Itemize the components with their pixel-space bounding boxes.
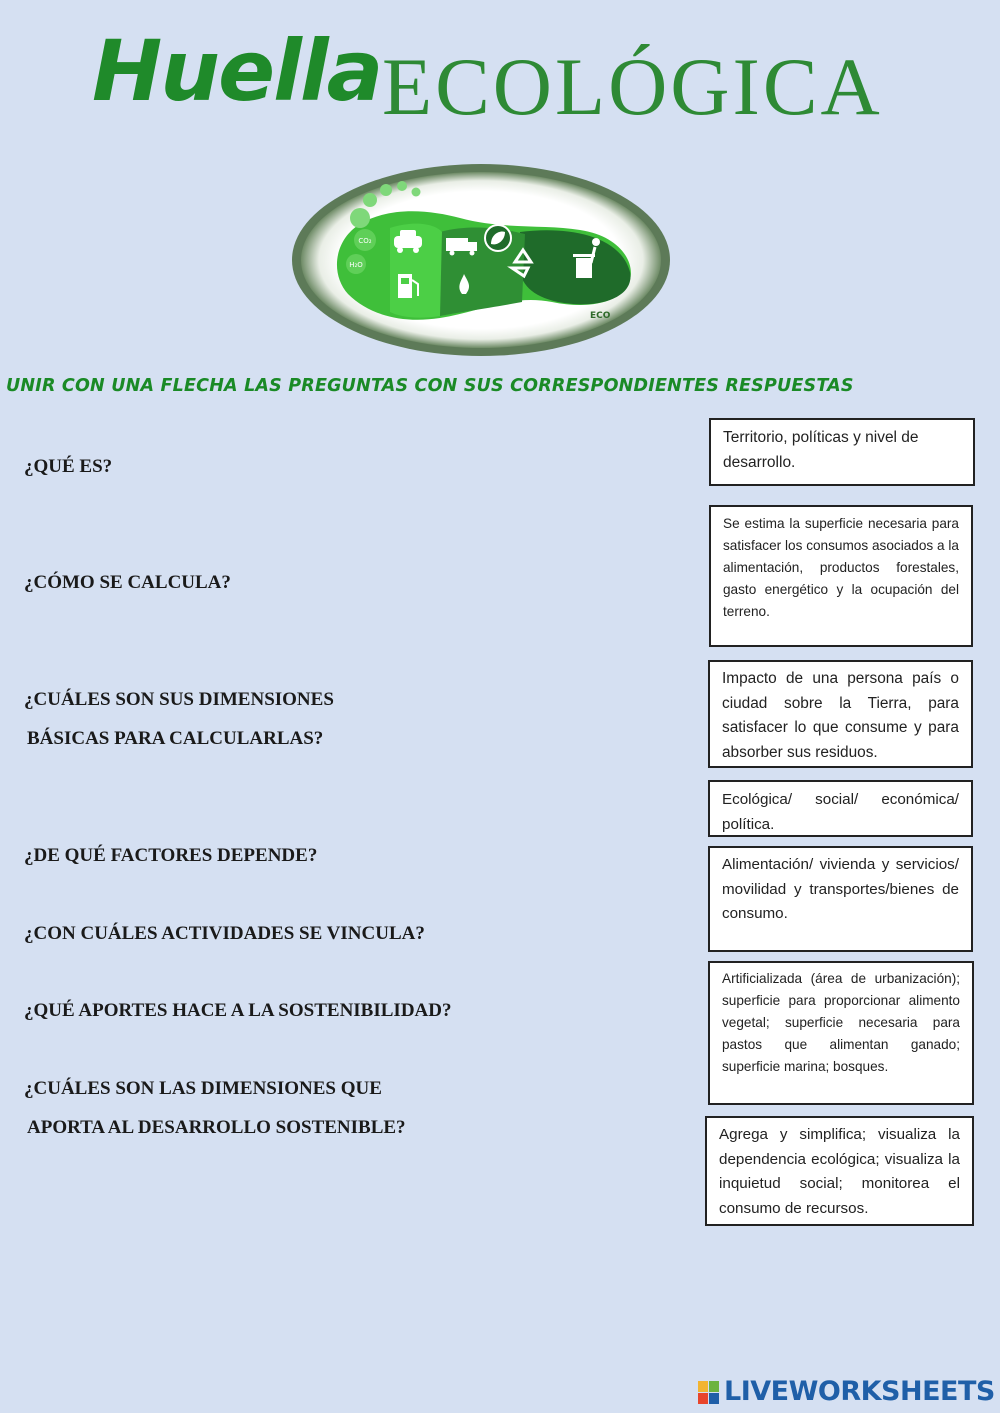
question-aportes-sostenibilidad[interactable]: ¿QUÉ APORTES HACE A LA SOSTENIBILIDAD? bbox=[24, 1000, 452, 1021]
eco-brand-label: ECO bbox=[590, 311, 611, 321]
answer-box-agrega-simplifica[interactable]: Agrega y simplifica; visualiza la dependencia ecológica; visualiza la inquietud social; monitorea el consumo de recursos. bbox=[705, 1116, 974, 1226]
answer-box-ecologica-social[interactable]: Ecológica/ social/ económica/ política. bbox=[708, 780, 973, 837]
title-word-huella: Huella bbox=[92, 22, 382, 120]
question-dimensiones-basicas-line1[interactable]: ¿CUÁLES SON SUS DIMENSIONES bbox=[24, 689, 334, 710]
answer-box-alimentacion[interactable]: Alimentación/ vivienda y servicios/ movilidad y transportes/bienes de consumo. bbox=[708, 846, 973, 952]
liveworksheets-logo bbox=[698, 1376, 998, 1410]
liveworksheets-wordmark: LIVEWORKSHEETS bbox=[724, 1376, 995, 1407]
answer-box-artificializada[interactable]: Artificializada (área de urbanización); superficie para proporcionar alimento vegetal; superficie necesaria para pastos que alimentan ganado; superficie marina; bosques. bbox=[708, 961, 974, 1105]
title-word-ecologica: ECOLÓGICA bbox=[382, 41, 883, 132]
question-como-se-calcula[interactable]: ¿CÓMO SE CALCULA? bbox=[24, 572, 231, 593]
question-actividades[interactable]: ¿CON CUÁLES ACTIVIDADES SE VINCULA? bbox=[24, 923, 425, 944]
question-dimensiones-desarrollo-line1[interactable]: ¿CUÁLES SON LAS DIMENSIONES QUE bbox=[24, 1078, 382, 1099]
instruction-heading: UNIR CON UNA FLECHA LAS PREGUNTAS CON SUS CORRESPONDIENTES RESPUESTAS bbox=[6, 376, 854, 396]
leaf-icon bbox=[485, 225, 511, 251]
answer-box-territorio[interactable]: Territorio, políticas y nivel de desarrollo. bbox=[709, 418, 975, 486]
page-title bbox=[0, 18, 1000, 138]
question-factores[interactable]: ¿DE QUÉ FACTORES DEPENDE? bbox=[24, 845, 318, 866]
footprint-logo-image bbox=[290, 162, 672, 358]
question-que-es[interactable]: ¿QUÉ ES? bbox=[24, 456, 113, 477]
question-dimensiones-basicas-line2[interactable]: BÁSICAS PARA CALCULARLAS? bbox=[27, 728, 324, 749]
liveworksheets-mark-icon bbox=[698, 1381, 720, 1405]
answer-box-impacto[interactable]: Impacto de una persona país o ciudad sobre la Tierra, para satisfacer lo que consume y para absorber sus residuos. bbox=[708, 660, 973, 768]
question-dimensiones-desarrollo-line2[interactable]: APORTA AL DESARROLLO SOSTENIBLE? bbox=[27, 1117, 406, 1138]
answer-box-superficie-necesaria[interactable]: Se estima la superficie necesaria para satisfacer los consumos asociados a la alimentación, productos forestales, gasto energético y la ocupación del terreno. bbox=[709, 505, 973, 647]
co2-label: CO₂ bbox=[358, 237, 372, 245]
h2o-label: H₂O bbox=[349, 261, 363, 269]
